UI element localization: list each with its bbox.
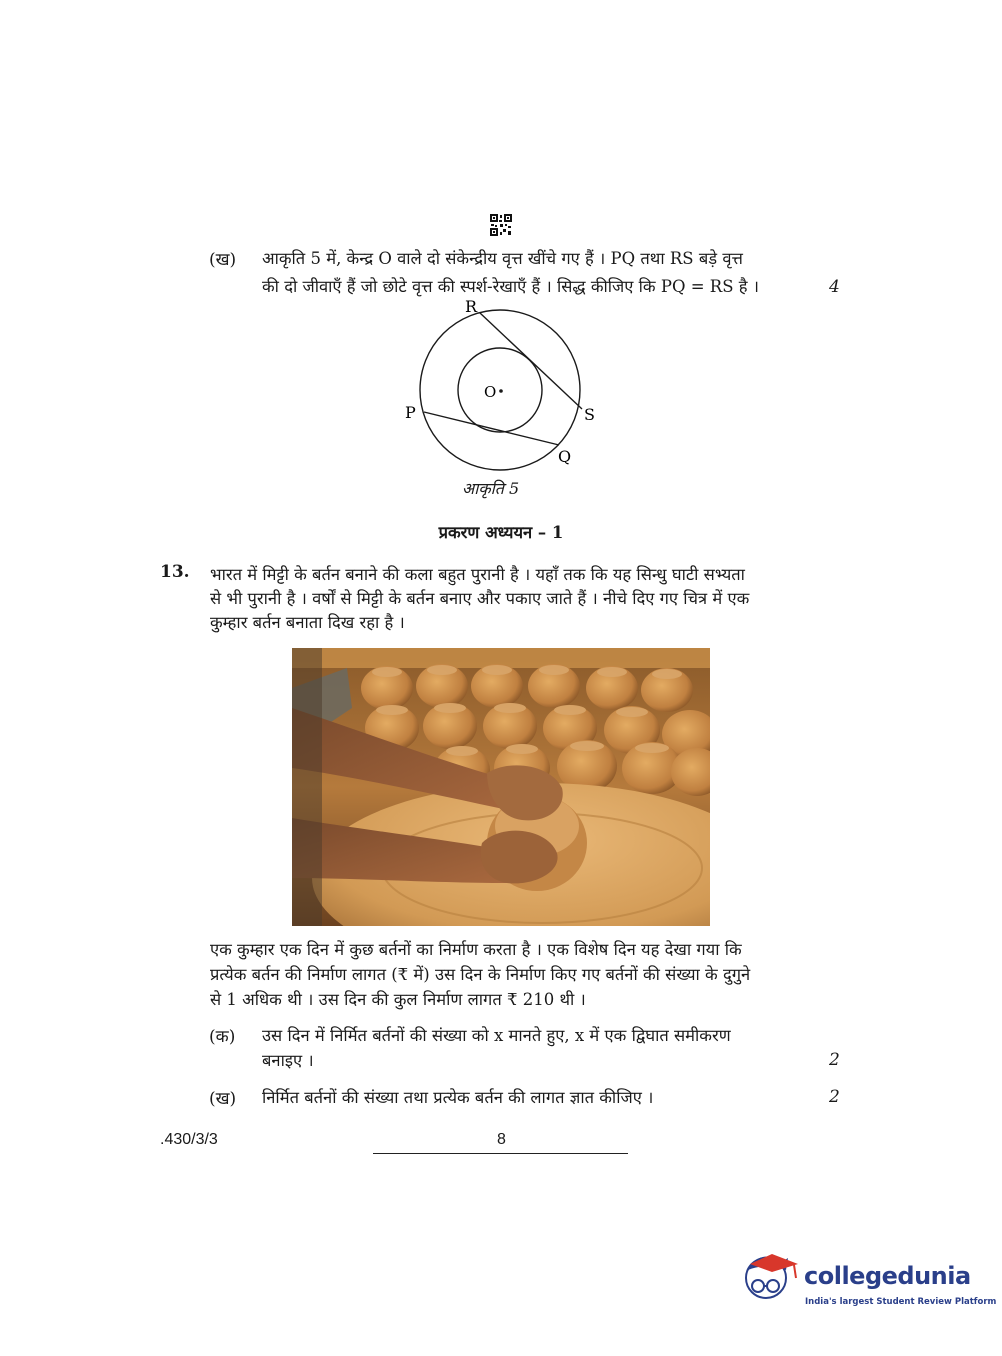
question-number: 13. bbox=[160, 562, 190, 582]
marks-value: 2 bbox=[829, 1050, 840, 1070]
question-text-line: की दो जीवाएँ हैं जो छोटे वृत्त की स्पर्श-रेखाएँ हैं । सिद्ध कीजिए कि PQ = RS है । bbox=[262, 277, 760, 296]
watermark-tagline: India's largest Student Review Platform bbox=[805, 1297, 997, 1307]
label-o: O bbox=[484, 383, 497, 401]
paper-code: .430/3/3 bbox=[160, 1131, 218, 1148]
watermark-name: collegedunia bbox=[804, 1262, 971, 1290]
marks-value: 2 bbox=[829, 1087, 840, 1107]
label-p: P bbox=[405, 403, 416, 422]
label-q: Q bbox=[558, 447, 572, 466]
qr-code-icon bbox=[489, 213, 513, 237]
paragraph-line: प्रत्येक बर्तन की निर्माण लागत (₹ में) उस दिन के निर्माण किए गए बर्तनों की संख्या के दुगुने bbox=[210, 965, 751, 984]
case-study-heading: प्रकरण अध्ययन – 1 bbox=[438, 523, 564, 542]
page-number: 8 bbox=[497, 1131, 506, 1148]
label-s: S bbox=[584, 405, 595, 424]
intro-line: कुम्हार बर्तन बनाता दिख रहा है । bbox=[210, 613, 405, 632]
question-text-line: निर्मित बर्तनों की संख्या तथा प्रत्येक बर्तन की लागत ज्ञात कीजिए । bbox=[262, 1088, 654, 1107]
intro-line: भारत में मिट्टी के बर्तन बनाने की कला बहुत पुरानी है । यहाँ तक कि यह सिन्धु घाटी सभ्यता bbox=[210, 565, 745, 584]
intro-line: से भी पुरानी है । वर्षों से मिट्टी के बर्तन बनाए और पकाए जाते हैं । नीचे दिए गए चित्र में एक bbox=[210, 589, 750, 608]
center-point bbox=[499, 389, 503, 393]
question-text-line: उस दिन में निर्मित बर्तनों की संख्या को x मानते हुए, x में एक द्विघात समीकरण bbox=[262, 1026, 731, 1045]
collegedunia-mascot-icon bbox=[742, 1248, 802, 1308]
chord-pq bbox=[424, 412, 559, 445]
paragraph-line: से 1 अधिक थी । उस दिन की कुल निर्माण लागत ₹ 210 थी । bbox=[210, 990, 586, 1009]
question-text-line: बनाइए । bbox=[262, 1051, 314, 1070]
paragraph-line: एक कुम्हार एक दिन में कुछ बर्तनों का निर्माण करता है । एक विशेष दिन यह देखा गया कि bbox=[210, 940, 742, 959]
footer-rule bbox=[373, 1153, 628, 1154]
part-label-ka: (क) bbox=[209, 1027, 236, 1047]
label-r: R bbox=[465, 300, 478, 316]
potter-photo bbox=[292, 648, 710, 926]
concentric-circles-figure bbox=[398, 300, 608, 500]
part-label-kha: (ख) bbox=[209, 250, 237, 270]
part-label-kha: (ख) bbox=[209, 1089, 237, 1109]
question-text-line: आकृति 5 में, केन्द्र O वाले दो संकेन्द्रीय वृत्त खींचे गए हैं । PQ तथा RS बड़े वृत्त bbox=[262, 249, 743, 268]
marks-value: 4 bbox=[829, 277, 840, 297]
figure-caption: आकृति 5 bbox=[462, 479, 520, 498]
